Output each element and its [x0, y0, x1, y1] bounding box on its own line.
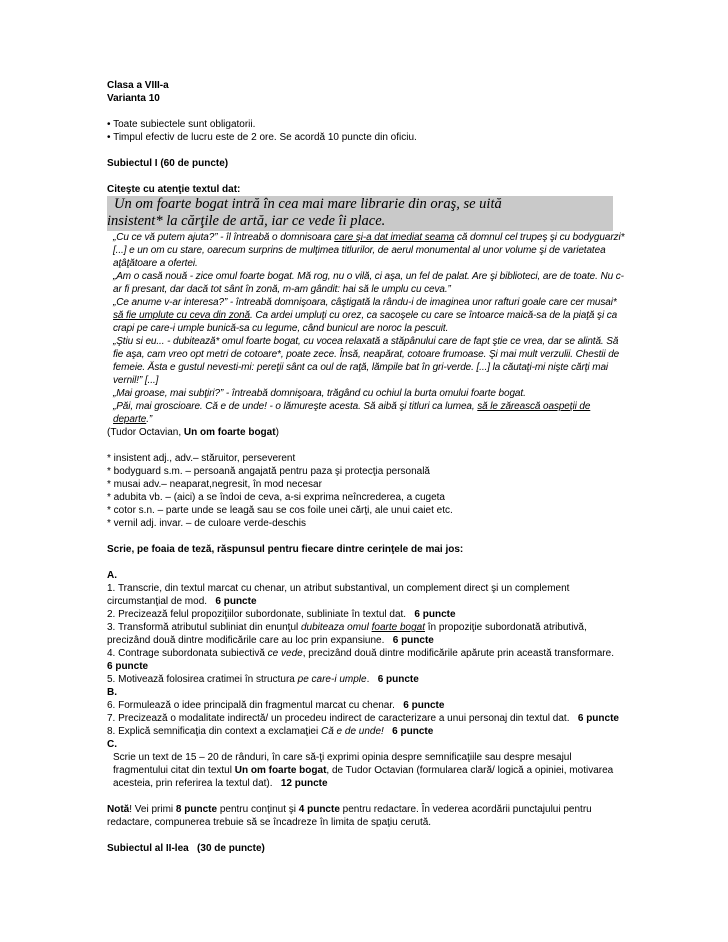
text-paragraph-3: „Ce anume v-ar interesa?” - întreabă domnişoara, câştigată la rându-i de imaginea unor rafturi goale care cer musai* să fie umplute cu ceva din zonă. Ca ardei umpluţi cu orez, ca sacoşele cu care se întoarce maică-sa de la piaţă şi ca crapi pe care-i umple bunică-sa cu legume, când bunicul are noroc la pescuit.: [113, 297, 618, 334]
subject1-title: Subiectul I (60 de puncte): [107, 158, 229, 169]
rule-2: • Timpul efectiv de lucru este de 2 ore. Se acordă 10 puncte din oficiu.: [107, 132, 417, 143]
text-source: (Tudor Octavian, Un om foarte bogat): [107, 427, 279, 438]
glossary-item: * insistent adj., adv.– stăruitor, perseverent: [107, 453, 296, 464]
exam-content: [107, 79, 627, 855]
boxed-line-1: Un om foarte bogat intră în cea mai mare librarie din oraş, se uită: [114, 196, 502, 212]
note: Notă! Vei primi 8 puncte pentru conţinut şi 4 puncte pentru redactare. În vederea acordării punctajului pentru redactare, compunerea trebuie să se încadreze în limita de spaţiu cerută.: [107, 804, 592, 828]
rule-1: • Toate subiectele sunt obligatorii.: [107, 119, 256, 130]
question-7: 7. Precizează o modalitate indirectă/ un procedeu indirect de caracterizare a unui personaj din textul dat. 6 puncte: [107, 713, 619, 724]
question-2: 2. Precizează felul propoziţiilor subordonate, subliniate în textul dat. 6 puncte: [107, 609, 456, 620]
question-4: 4. Contrage subordonata subiectivă ce vede, precizând două dintre modificările apărute prin această transformare. 6 puncte: [107, 648, 614, 672]
text-paragraph-1: „Cu ce vă putem ajuta?” - îl întreabă o domnisoara care şi-a dat imediat seama că domnul cel trupeş şi cu bodyguarzi* [...] e un om cu stare, oarecum surprins de mulţimea titlurilor, de aerul monumental al unor volume şi de varietatea aţâţătoare a ofertei.: [113, 232, 625, 269]
text-paragraph-6: „Păi, mai groscioare. Că e de unde! - o lămureşte acesta. Să aibă şi titluri ca lumea, să le zărească oaspeţii de departe.”: [113, 401, 591, 425]
section-a-label: A.: [107, 570, 117, 581]
boxed-fragment: [107, 196, 613, 231]
glossary-item: * musai adv.– neaparat,negresit, în mod necesar: [107, 479, 322, 490]
question-8: 8. Explică semnificaţia din context a exclamaţiei Că e de unde! 6 puncte: [107, 726, 434, 737]
read-instruction: Citeşte cu atenţie textul dat:: [107, 184, 241, 195]
class-heading: Clasa a VIII-a: [107, 80, 169, 91]
question-c: Scrie un text de 15 – 20 de rânduri, în care să-ţi exprimi opinia despre semnificaţiile sau despre mesajul fragmentului citat din textul Un om foarte bogat, de Tudor Octavian (formularea clară/ logică a opiniei, motivarea acesteia, prin referirea la textul dat). 12 puncte: [113, 752, 614, 789]
text-paragraph-2: „Am o casă nouă - zice omul foarte bogat. Mă rog, nu o vilă, ci aşa, un fel de palat. Are şi biblioteci, are de toate. Nu c-ar fi presant, dar dacă tot sânt în zonă, m-am gândit: hai să le umplu cu ceva.”: [113, 271, 624, 295]
text-paragraph-5: „Mai groase, mai subţiri?” - întreabă domnişoara, trăgând cu ochiul la burta omului foarte bogat.: [113, 388, 526, 399]
glossary-item: * adubita vb. – (aici) a se îndoi de ceva, a-si exprima neîncrederea, a cugeta: [107, 492, 445, 503]
glossary-item: * bodyguard s.m. – persoană angajată pentru paza şi protecţia personală: [107, 466, 430, 477]
subject2-title: Subiectul al II-lea (30 de puncte): [107, 843, 265, 854]
question-5: 5. Motivează folosirea cratimei în structura pe care-i umple. 6 puncte: [107, 674, 419, 685]
glossary-item: * vernil adj. invar. – de culoare verde-deschis: [107, 518, 306, 529]
text-paragraph-4: „Ştiu si eu... - dubitează* omul foarte bogat, cu vocea relaxată a stăpânului care de fapt ştie ce vrea, dar se alintă. Să fie aşa, cam vreo opt metri de cotoare*, poate zece. Însă, neapărat, cotoare frumoase. Şi mai mult verzulii. Chestii de femeie. Ăsta e gustul nevesti-mi: pereţii sânt ca oul de raţă, lămpile bat în gri-verde. [...] la căutaţi-mi nişte cărţi mai vernil!” [...]: [113, 336, 620, 386]
section-b-label: B.: [107, 687, 117, 698]
question-6: 6. Formulează o idee principală din fragmentul marcat cu chenar. 6 puncte: [107, 700, 445, 711]
question-3: 3. Transformă atributul subliniat din enunţul dubiteaza omul foarte bogat în propoziţie subordonată atributivă, precizând două dintre modificările care au loc prin expansiune. 6 puncte: [107, 622, 587, 646]
boxed-line-2: insistent* la cărţile de artă, iar ce vede îi place.: [107, 213, 386, 229]
section-c-label: C.: [107, 739, 117, 750]
question-1: 1. Transcrie, din textul marcat cu chenar, un atribut substantival, un complement direct şi un complement circumstanţial de mod. 6 puncte: [107, 583, 570, 607]
glossary-item: * cotor s.n. – parte unde se leagă sau se cos foile unei cărţi, ale unui caiet etc.: [107, 505, 453, 516]
variant-heading: Varianta 10: [107, 93, 160, 104]
answer-instruction: Scrie, pe foaia de teză, răspunsul pentru fiecare dintre cerinţele de mai jos:: [107, 544, 464, 555]
